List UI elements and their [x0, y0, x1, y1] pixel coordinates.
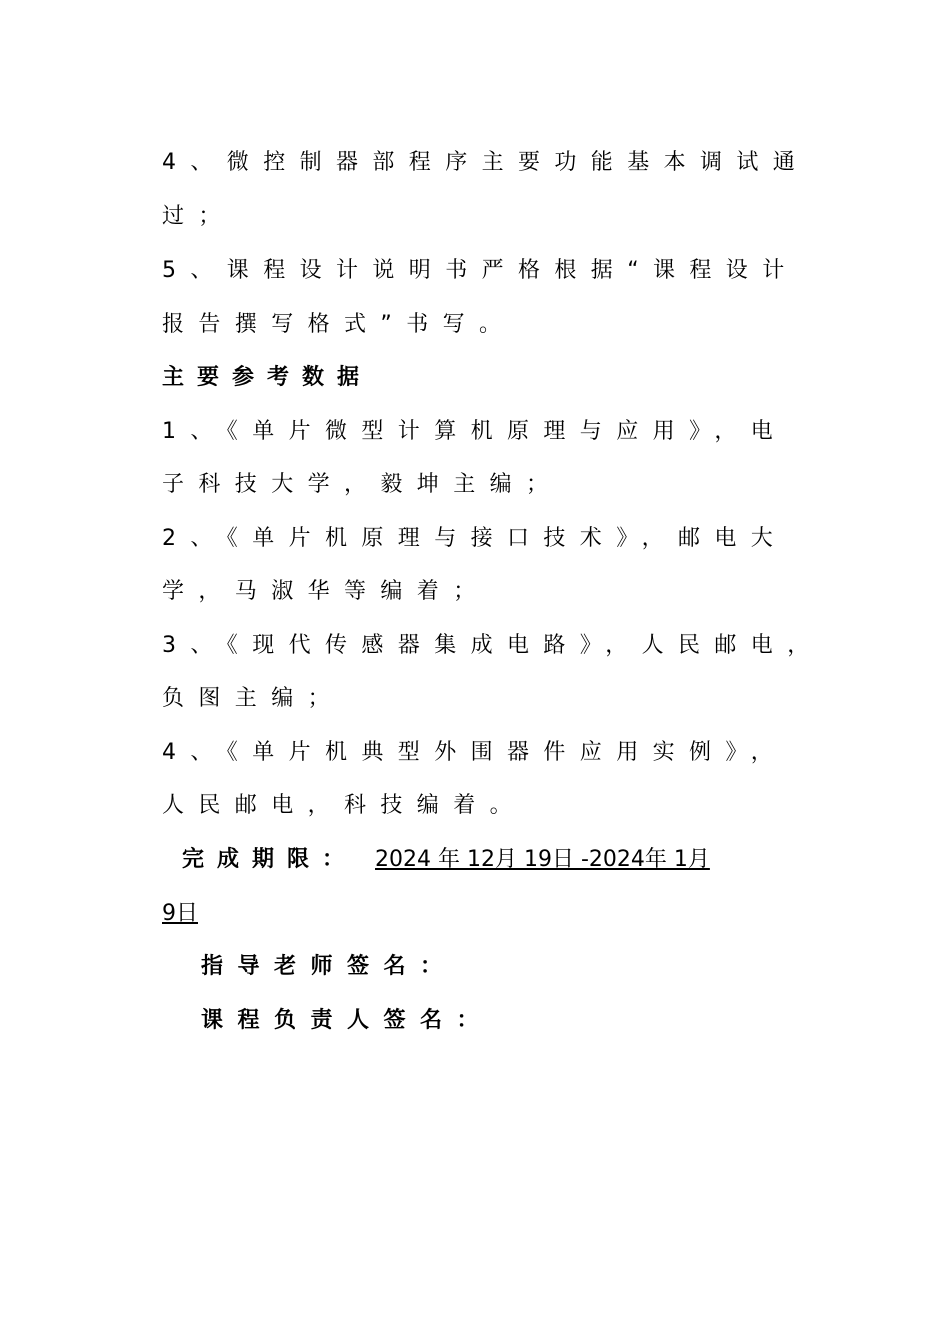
reference-3-line-1: 3、《现代传感器集成电路》，人民邮电，	[162, 633, 824, 658]
reference-2-line-2: 学，马淑华等编着；	[162, 579, 490, 604]
course-lead-signature-label: 课程负责人签名：	[201, 1008, 494, 1033]
reference-2-line-1: 2、《单片机原理与接口技术》，邮电大	[162, 526, 788, 551]
reference-1-line-2: 子科技大学，毅坤主编；	[162, 472, 563, 497]
reference-1-line-1: 1、《单片微型计算机原理与应用》，电	[162, 419, 788, 444]
deadline-label: 完成期限：	[182, 847, 358, 872]
requirement-4-line-2: 过；	[162, 204, 235, 229]
requirement-4-line-1: 4、微控制器部程序主要功能基本调试通	[162, 150, 810, 175]
reference-4-line-2: 人民邮电，科技编着。	[162, 793, 527, 818]
reference-4-line-1: 4、《单片机典型外围器件应用实例》，	[162, 740, 788, 765]
deadline-value-row-2	[162, 900, 198, 928]
advisor-signature-label: 指导老师签名：	[201, 954, 457, 979]
deadline-row	[182, 846, 710, 874]
deadline-value-line-1: 2024 年 12月 19日 -2024年 1月	[375, 847, 710, 872]
references-heading: 主要参考数据	[162, 365, 373, 390]
requirement-5-line-1: 5、课程设计说明书严格根据“课程设计	[162, 258, 799, 283]
requirement-5-line-2: 报告撰写格式”书写。	[162, 312, 516, 337]
reference-3-line-2: 负图主编；	[162, 686, 345, 711]
deadline-value-line-2: 9日	[162, 901, 198, 926]
